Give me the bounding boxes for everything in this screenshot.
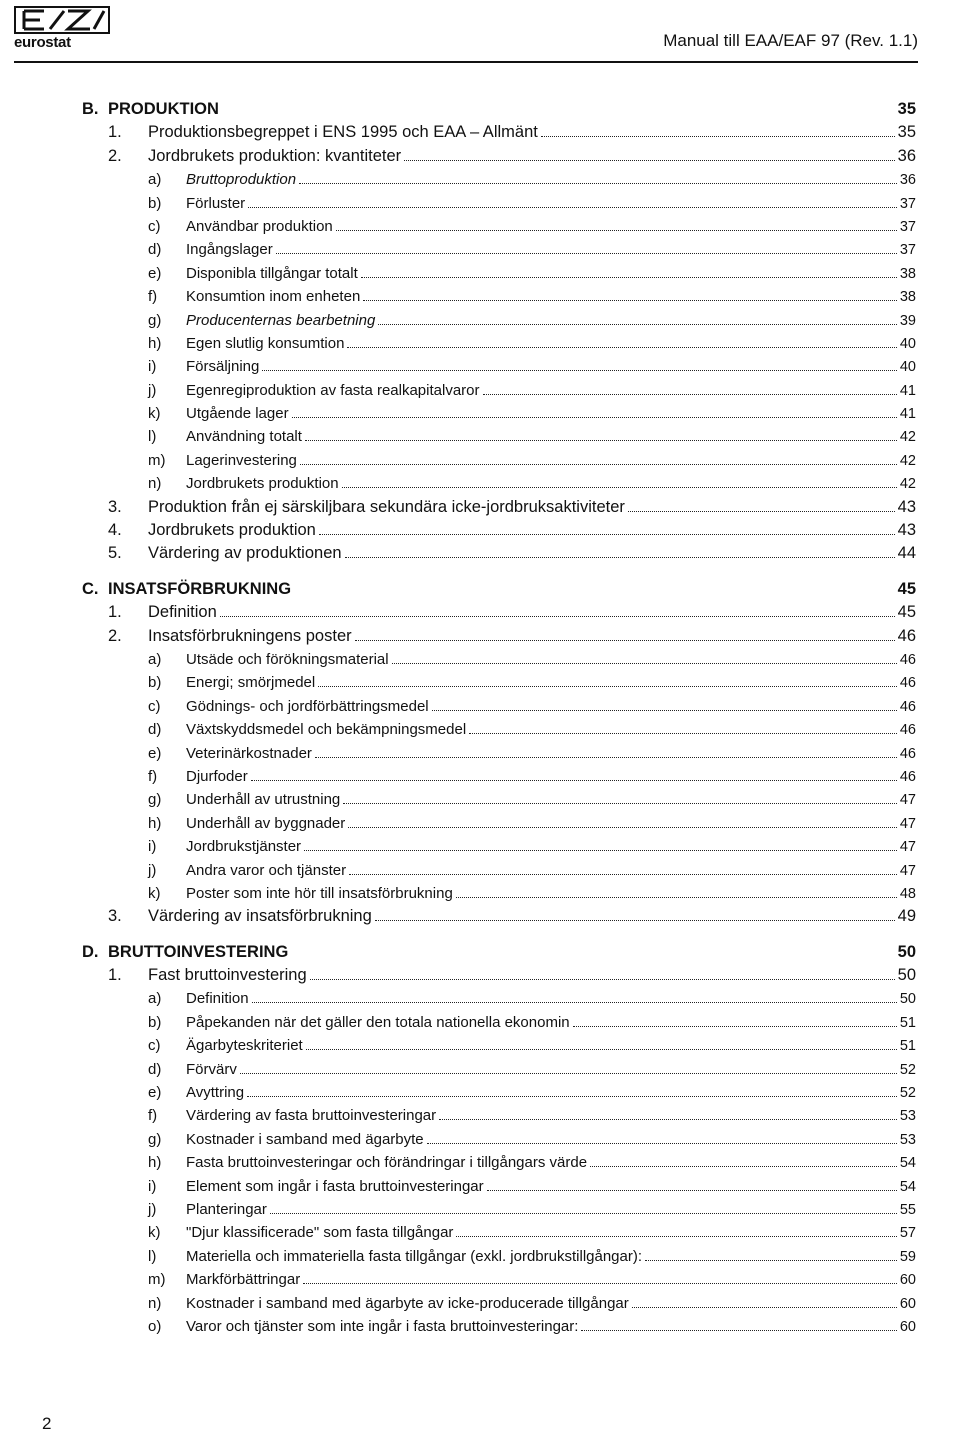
subentry-page-number: 59: [899, 1248, 916, 1265]
entry-title: Jordbrukets produktion: kvantiteter: [148, 146, 402, 165]
toc-subentry: [0, 262, 916, 285]
subentry-page-number: 50: [899, 991, 916, 1008]
subentry-letter: j): [148, 381, 157, 399]
leader-dots: [345, 557, 895, 558]
subentry-title: Materiella och immateriella fasta tillgångar (exkl. jordbrukstillgångar):: [186, 1247, 643, 1265]
toc-entry: [0, 496, 916, 519]
subentry-page-number: 51: [899, 1014, 916, 1031]
subentry-letter: a): [148, 990, 162, 1008]
toc-entry: [0, 121, 916, 144]
leader-dots: [348, 827, 897, 828]
leader-dots: [456, 897, 897, 898]
section-letter: D.: [82, 942, 99, 961]
toc-subentry: [0, 309, 916, 332]
subentry-letter: d): [148, 721, 162, 739]
subentry-page-number: 37: [899, 195, 916, 212]
subentry-page-number: 36: [899, 172, 916, 189]
leader-dots: [487, 1190, 897, 1191]
leader-dots: [432, 710, 897, 711]
subentry-page-number: 42: [899, 476, 916, 493]
entry-number: 5.: [108, 544, 122, 563]
leader-dots: [439, 1119, 897, 1120]
subentry-letter: k): [148, 405, 161, 423]
leader-dots: [240, 1073, 897, 1074]
subentry-letter: g): [148, 1130, 162, 1148]
subentry-letter: m): [148, 451, 166, 469]
subentry-page-number: 57: [899, 1225, 916, 1242]
subentry-title: Kostnader i samband med ägarbyte av icke-producerade tillgångar: [186, 1294, 629, 1312]
entry-page-number: 46: [897, 626, 916, 645]
toc-subentry: [0, 718, 916, 741]
toc-entry: [0, 145, 916, 168]
toc-subentry: [0, 1175, 916, 1198]
subentry-title: Definition: [186, 990, 249, 1008]
toc-subentry: [0, 215, 916, 238]
subentry-letter: b): [148, 194, 162, 212]
subentry-title: Utgående lager: [186, 405, 289, 423]
document-title: Manual till EAA/EAF 97 (Rev. 1.1): [663, 31, 918, 50]
entry-page-number: 44: [897, 544, 916, 563]
leader-dots: [541, 136, 895, 137]
subentry-title: Avyttring: [186, 1084, 245, 1102]
leader-dots: [251, 780, 897, 781]
leader-dots: [363, 300, 897, 301]
subentry-page-number: 53: [899, 1131, 916, 1148]
subentry-letter: a): [148, 171, 162, 189]
toc-subentry: [0, 1268, 916, 1291]
subentry-page-number: 41: [899, 406, 916, 423]
eurostat-logo-icon: [14, 6, 110, 34]
subentry-letter: j): [148, 1200, 157, 1218]
subentry-title: Lagerinvestering: [186, 451, 297, 469]
entry-number: 3.: [108, 497, 122, 516]
toc-subentry: [0, 765, 916, 788]
entry-number: 2.: [108, 626, 122, 645]
subentry-page-number: 55: [899, 1201, 916, 1218]
leader-dots: [305, 440, 897, 441]
leader-dots: [247, 1096, 897, 1097]
toc-section-heading: [0, 941, 916, 964]
subentry-letter: h): [148, 814, 162, 832]
toc-subentry: [0, 1198, 916, 1221]
toc-subentry: [0, 379, 916, 402]
leader-dots: [349, 874, 897, 875]
subentry-title: Djurfoder: [186, 767, 248, 785]
toc-section-heading: [0, 98, 916, 121]
subentry-page-number: 47: [899, 815, 916, 832]
leader-dots: [483, 394, 897, 395]
entry-page-number: 50: [897, 966, 916, 985]
subentry-title: Konsumtion inom enheten: [186, 288, 361, 306]
entry-title: Definition: [148, 603, 217, 622]
entry-page-number: 49: [897, 907, 916, 926]
toc-entry: [0, 542, 916, 565]
entry-title: Produktion från ej särskiljbara sekundära icke-jordbruksaktiviteter: [148, 497, 625, 516]
toc-subentry: [0, 449, 916, 472]
leader-dots: [456, 1236, 896, 1237]
leader-dots: [292, 417, 897, 418]
leader-dots: [306, 1049, 897, 1050]
entry-title: Fast bruttoinvestering: [148, 966, 307, 985]
subentry-title: Planteringar: [186, 1200, 267, 1218]
toc-subentry: [0, 882, 916, 905]
subentry-page-number: 52: [899, 1085, 916, 1102]
subentry-letter: k): [148, 884, 161, 902]
entry-title: Insatsförbrukningens poster: [148, 626, 352, 645]
subentry-page-number: 47: [899, 862, 916, 879]
leader-dots: [628, 511, 895, 512]
toc-subentry: [0, 1245, 916, 1268]
leader-dots: [310, 979, 895, 980]
section-title: BRUTTOINVESTERING: [108, 942, 289, 961]
subentry-letter: g): [148, 311, 162, 329]
toc-entry: [0, 601, 916, 624]
subentry-title: Försäljning: [186, 358, 260, 376]
leader-dots: [303, 1283, 897, 1284]
subentry-title: Värdering av fasta bruttoinvesteringar: [186, 1107, 437, 1125]
leader-dots: [378, 324, 897, 325]
subentry-page-number: 42: [899, 429, 916, 446]
subentry-page-number: 46: [899, 651, 916, 668]
subentry-title: Egen slutlig konsumtion: [186, 334, 345, 352]
subentry-letter: e): [148, 264, 162, 282]
subentry-title: Utsäde och förökningsmaterial: [186, 650, 389, 668]
subentry-page-number: 46: [899, 745, 916, 762]
subentry-page-number: 48: [899, 885, 916, 902]
toc-subentry: [0, 1058, 916, 1081]
subentry-title: Gödnings- och jordförbättringsmedel: [186, 697, 429, 715]
toc-subentry: [0, 1081, 916, 1104]
subentry-page-number: 37: [899, 242, 916, 259]
toc-subentry: [0, 332, 916, 355]
toc-subentry: [0, 987, 916, 1010]
subentry-title: Veterinärkostnader: [186, 744, 312, 762]
entry-page-number: 45: [897, 603, 916, 622]
subentry-letter: i): [148, 838, 157, 856]
subentry-title: Underhåll av byggnader: [186, 814, 346, 832]
subentry-letter: o): [148, 1317, 162, 1335]
subentry-title: Kostnader i samband med ägarbyte: [186, 1130, 424, 1148]
subentry-letter: i): [148, 1177, 157, 1195]
subentry-letter: h): [148, 334, 162, 352]
subentry-letter: k): [148, 1224, 161, 1242]
subentry-letter: n): [148, 1294, 162, 1312]
subentry-page-number: 53: [899, 1108, 916, 1125]
leader-dots: [300, 464, 897, 465]
toc-subentry: [0, 192, 916, 215]
subentry-title: Användning totalt: [186, 428, 302, 446]
subentry-page-number: 42: [899, 452, 916, 469]
leader-dots: [299, 183, 897, 184]
leader-dots: [645, 1260, 897, 1261]
subentry-title: Ingångslager: [186, 241, 273, 259]
toc-subentry: [0, 648, 916, 671]
entry-number: 2.: [108, 146, 122, 165]
toc-entry: [0, 964, 916, 987]
subentry-letter: d): [148, 1060, 162, 1078]
section-page-number: 45: [897, 579, 916, 598]
leader-dots: [270, 1213, 897, 1214]
toc-subentry: [0, 671, 916, 694]
toc-entry: [0, 519, 916, 542]
toc-subentry: [0, 1128, 916, 1151]
leader-dots: [319, 534, 895, 535]
leader-dots: [336, 230, 897, 231]
subentry-title: Användbar produktion: [186, 217, 333, 235]
leader-dots: [361, 277, 897, 278]
toc-subentry: [0, 425, 916, 448]
subentry-title: Ägarbyteskriteriet: [186, 1037, 303, 1055]
leader-dots: [573, 1026, 897, 1027]
subentry-letter: j): [148, 861, 157, 879]
leader-dots: [343, 803, 897, 804]
section-letter: B.: [82, 100, 99, 118]
subentry-title: Påpekanden när det gäller den totala nationella ekonomin: [186, 1013, 570, 1031]
subentry-letter: f): [148, 767, 158, 785]
toc-subentry: [0, 1315, 916, 1338]
leader-dots: [252, 1002, 897, 1003]
subentry-title: Växtskyddsmedel och bekämpningsmedel: [186, 721, 467, 739]
toc-subentry: [0, 859, 916, 882]
subentry-title: Förluster: [186, 194, 246, 212]
subentry-letter: c): [148, 217, 161, 235]
subentry-title: Producenternas bearbetning: [186, 311, 376, 329]
toc-subentry: [0, 695, 916, 718]
header-rule: [14, 61, 918, 63]
subentry-page-number: 46: [899, 768, 916, 785]
subentry-title: Markförbättringar: [186, 1271, 301, 1289]
leader-dots: [347, 347, 896, 348]
subentry-letter: g): [148, 791, 162, 809]
leader-dots: [581, 1330, 896, 1331]
subentry-letter: f): [148, 1107, 158, 1125]
subentry-page-number: 40: [899, 335, 916, 352]
subentry-title: Disponibla tillgångar totalt: [186, 264, 358, 282]
leader-dots: [304, 850, 897, 851]
leader-dots: [392, 663, 897, 664]
toc-subentry: [0, 285, 916, 308]
subentry-title: Energi; smörjmedel: [186, 674, 316, 692]
leader-dots: [276, 253, 897, 254]
toc-subentry: [0, 238, 916, 261]
subentry-letter: m): [148, 1271, 166, 1289]
leader-dots: [469, 733, 897, 734]
subentry-page-number: 39: [899, 312, 916, 329]
entry-page-number: 43: [897, 521, 916, 540]
subentry-page-number: 38: [899, 289, 916, 306]
subentry-page-number: 37: [899, 218, 916, 235]
toc-subentry: [0, 168, 916, 191]
subentry-letter: h): [148, 1154, 162, 1172]
subentry-letter: l): [148, 428, 157, 446]
subentry-page-number: 46: [899, 675, 916, 692]
subentry-page-number: 47: [899, 839, 916, 856]
toc-subentry: [0, 1292, 916, 1315]
subentry-page-number: 52: [899, 1061, 916, 1078]
toc-subentry: [0, 835, 916, 858]
entry-number: 3.: [108, 907, 122, 926]
eurostat-logo: [14, 6, 110, 50]
leader-dots: [404, 160, 895, 161]
leader-dots: [318, 686, 897, 687]
section-title: INSATSFÖRBRUKNING: [108, 579, 292, 598]
section-page-number: 35: [897, 100, 916, 118]
subentry-letter: c): [148, 697, 161, 715]
entry-title: Jordbrukets produktion: [148, 521, 316, 540]
subentry-letter: d): [148, 241, 162, 259]
subentry-title: Varor och tjänster som inte ingår i fasta bruttoinvesteringar:: [186, 1317, 579, 1335]
leader-dots: [342, 487, 897, 488]
subentry-page-number: 54: [899, 1178, 916, 1195]
subentry-title: Element som ingår i fasta bruttoinvesteringar: [186, 1177, 484, 1195]
subentry-page-number: 51: [899, 1038, 916, 1055]
section-letter: C.: [82, 579, 99, 598]
subentry-letter: f): [148, 288, 158, 306]
entry-title: Värdering av produktionen: [148, 544, 342, 563]
logo-wordmark: eurostat: [14, 34, 71, 51]
entry-page-number: 35: [897, 123, 916, 142]
subentry-title: Fasta bruttoinvesteringar och förändringar i tillgångars värde: [186, 1154, 588, 1172]
leader-dots: [248, 207, 897, 208]
leader-dots: [632, 1307, 897, 1308]
subentry-letter: b): [148, 1013, 162, 1031]
subentry-title: Förvärv: [186, 1060, 237, 1078]
toc-subentry: [0, 1221, 916, 1244]
subentry-page-number: 41: [899, 382, 916, 399]
subentry-letter: n): [148, 475, 162, 493]
toc-subentry: [0, 1011, 916, 1034]
entry-number: 4.: [108, 521, 122, 540]
toc-subentry: [0, 355, 916, 378]
leader-dots: [590, 1166, 897, 1167]
entry-page-number: 43: [897, 497, 916, 516]
subentry-page-number: 46: [899, 698, 916, 715]
entry-number: 1.: [108, 603, 122, 622]
subentry-letter: l): [148, 1247, 157, 1265]
toc-entry: [0, 625, 916, 648]
toc-subentry: [0, 472, 916, 495]
subentry-letter: i): [148, 358, 157, 376]
entry-number: 1.: [108, 123, 122, 142]
subentry-title: Andra varor och tjänster: [186, 861, 347, 879]
toc-subentry: [0, 742, 916, 765]
subentry-title: Bruttoproduktion: [186, 171, 297, 189]
entry-number: 1.: [108, 966, 122, 985]
subentry-title: Egenregiproduktion av fasta realkapitalvaror: [186, 381, 480, 399]
subentry-page-number: 60: [899, 1318, 916, 1335]
leader-dots: [375, 920, 895, 921]
subentry-page-number: 46: [899, 722, 916, 739]
subentry-page-number: 47: [899, 792, 916, 809]
subentry-page-number: 40: [899, 359, 916, 376]
leader-dots: [315, 757, 897, 758]
toc-subentry: [0, 1151, 916, 1174]
section-title: PRODUKTION: [108, 100, 219, 118]
toc-section-heading: [0, 578, 916, 601]
subentry-letter: b): [148, 674, 162, 692]
toc-subentry: [0, 1034, 916, 1057]
subentry-page-number: 38: [899, 265, 916, 282]
toc-entry: [0, 905, 916, 928]
subentry-letter: e): [148, 1084, 162, 1102]
toc-subentry: [0, 1104, 916, 1127]
subentry-title: Jordbrukets produktion: [186, 475, 339, 493]
toc-subentry: [0, 402, 916, 425]
page-number: 2: [42, 1414, 52, 1433]
toc-subentry: [0, 812, 916, 835]
section-page-number: 50: [897, 942, 916, 961]
leader-dots: [262, 370, 896, 371]
leader-dots: [220, 616, 895, 617]
subentry-letter: a): [148, 650, 162, 668]
subentry-page-number: 60: [899, 1272, 916, 1289]
subentry-page-number: 60: [899, 1295, 916, 1312]
entry-page-number: 36: [897, 146, 916, 165]
table-of-contents: [0, 98, 916, 1338]
leader-dots: [427, 1143, 897, 1144]
subentry-page-number: 54: [899, 1155, 916, 1172]
entry-title: Värdering av insatsförbrukning: [148, 907, 372, 926]
subentry-title: Poster som inte hör till insatsförbrukning: [186, 884, 453, 902]
entry-title: Produktionsbegreppet i ENS 1995 och EAA – Allmänt: [148, 123, 538, 142]
subentry-letter: e): [148, 744, 162, 762]
toc-subentry: [0, 788, 916, 811]
leader-dots: [355, 640, 895, 641]
subentry-title: "Djur klassificerade" som fasta tillgångar: [186, 1224, 454, 1242]
subentry-title: Underhåll av utrustning: [186, 791, 341, 809]
subentry-letter: c): [148, 1037, 161, 1055]
subentry-title: Jordbrukstjänster: [186, 838, 302, 856]
